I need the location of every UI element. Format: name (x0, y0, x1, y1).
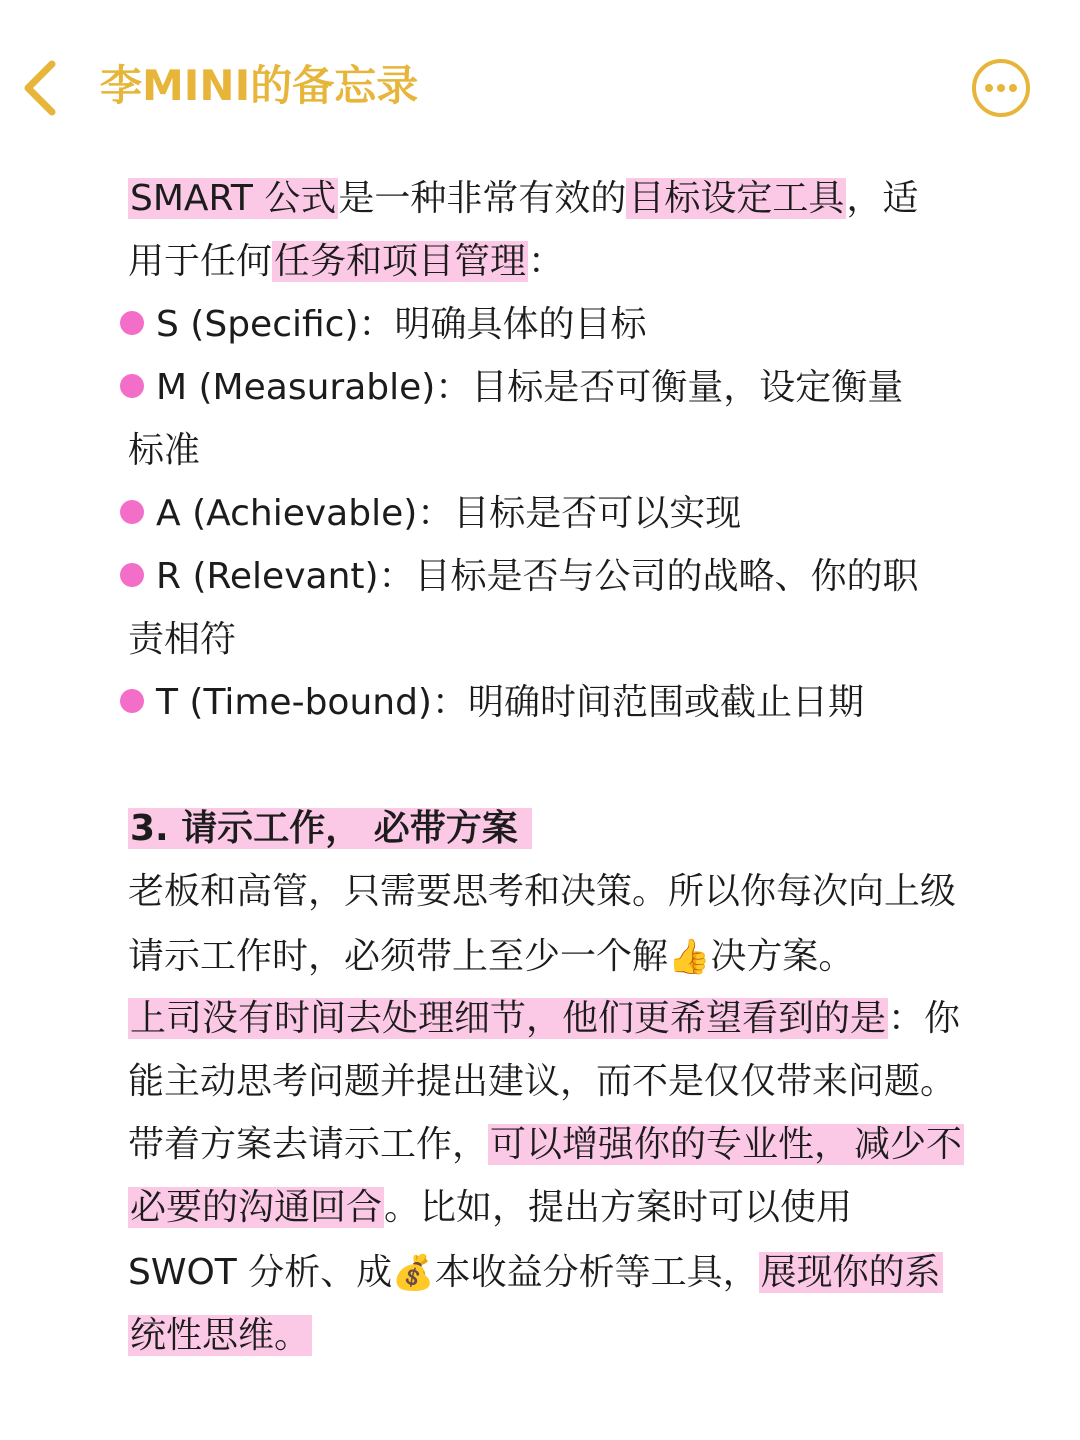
back-button[interactable] (18, 58, 66, 118)
text: 本收益分析等工具， (434, 1252, 759, 1293)
text: 。比如，提出方案时可以使用 (384, 1187, 853, 1228)
text: ，适 (846, 178, 919, 219)
paragraph-line: 老板和高管，只需要思考和决策。所以你每次向上级 (128, 871, 957, 912)
text: 带着方案去请示工作， (128, 1124, 489, 1165)
highlight: 必要的沟通回合 (130, 1187, 383, 1228)
text: ：你 (888, 998, 961, 1039)
highlight: 目标设定工具 (628, 178, 845, 219)
text: SWOT 分析、成 (128, 1252, 393, 1293)
highlight: 上司没有时间去处理细节，他们更希望看到的是 (130, 998, 887, 1039)
highlight: 可以增强你的专业性， (490, 1124, 851, 1165)
bullet-text: S (Specific)：明确具体的目标 (156, 304, 647, 345)
highlight: 展现你的系 (760, 1252, 941, 1293)
paragraph-line (128, 926, 854, 988)
bullet-dot-icon (120, 311, 144, 335)
bullet-item-m-cont: 标准 (128, 430, 201, 471)
bullet-dot-icon (120, 374, 144, 398)
bullet-item-m (120, 357, 903, 419)
text: 用于任何 (128, 241, 273, 282)
chevron-left-icon (18, 58, 66, 118)
bullet-dot-icon (120, 563, 144, 587)
paragraph-line (128, 1305, 312, 1367)
highlight: SMART 公式 (130, 178, 337, 219)
section-heading (128, 798, 532, 860)
bullet-text: R (Relevant)：目标是否与公司的战略、你的职 (156, 556, 919, 597)
paragraph-line (128, 1114, 964, 1176)
top-bar (0, 0, 1080, 175)
bullet-item-s (120, 294, 647, 356)
paragraph-line: 能主动思考问题并提出建议，而不是仅仅带来问题。 (128, 1061, 957, 1102)
money-bag-icon: 💰 (392, 1253, 435, 1293)
bullet-item-r (120, 546, 919, 608)
thumbs-up-icon: 👍 (668, 937, 711, 977)
text: 决方案。 (710, 936, 855, 977)
bullet-dot-icon (120, 500, 144, 524)
highlight: 任务和项目管理 (274, 241, 527, 282)
more-horizontal-circle-icon (971, 58, 1031, 118)
paragraph-line (128, 1242, 943, 1304)
intro-line-1 (128, 168, 918, 230)
bullet-text: T (Time-bound)：明确时间范围或截止日期 (156, 682, 864, 723)
bullet-text: M (Measurable)：目标是否可衡量，设定衡量 (156, 367, 904, 408)
text: 是一种非常有效的 (338, 178, 627, 219)
highlight: 3. 请示工作， 必带方案 (128, 808, 532, 849)
intro-line-2 (128, 231, 564, 293)
highlight: 统性思维。 (130, 1315, 311, 1356)
bullet-dot-icon (120, 689, 144, 713)
page-title: 李MINI的备忘录 (100, 61, 419, 110)
text: ： (528, 241, 565, 282)
paragraph-line (128, 1177, 852, 1239)
paragraph-line (128, 988, 960, 1050)
text: 请示工作时，必须带上至少一个解 (128, 936, 669, 977)
bullet-item-t (120, 672, 864, 734)
bullet-item-a (120, 483, 741, 545)
bullet-item-r-cont: 责相符 (128, 619, 237, 660)
more-button[interactable] (971, 58, 1031, 118)
bullet-text: A (Achievable)：目标是否可以实现 (156, 493, 742, 534)
highlight: 减少不 (854, 1124, 963, 1165)
